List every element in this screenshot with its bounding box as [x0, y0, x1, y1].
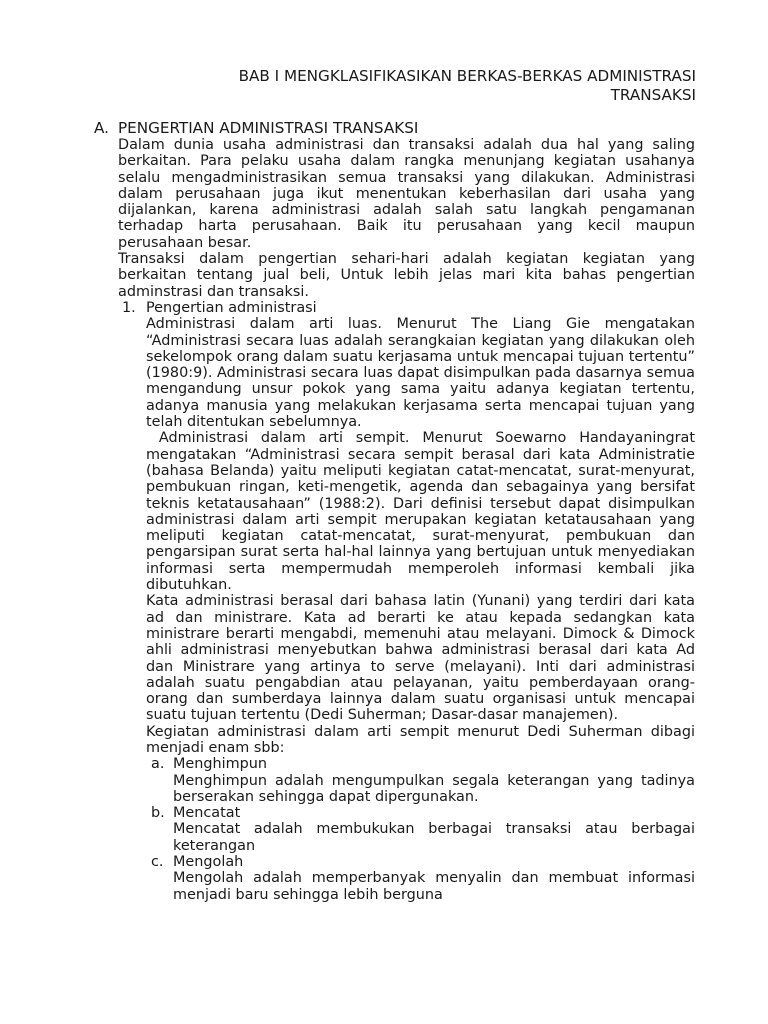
sublist-item-c-text: Mengolah adalah memperbanyak menyalin dan membuat informasi menjadi baru sehingga lebih berguna [173, 870, 695, 903]
paragraph-intro: Dalam dunia usaha administrasi dan transaksi adalah dua hal yang saling berkaitan. Para pelaku usaha dalam rangka menunjang kegiatan usahanya selalu mengadministrasikan semua transaksi yang dilakukan. Administrasi dalam perusahaan juga ikut menentukan keberhasilan dari usaha yang dijalankan, karena administrasi adalah salah satu langkah pengamanan terhadap harta perusahaan. Baik itu perusahaan yang kecil maupun perusahaan besar. [118, 137, 695, 251]
sublist-item-a-heading: Menghimpun [173, 756, 268, 773]
sublist-item-a-text: Menghimpun adalah mengumpulkan segala keterangan yang tadinya berserakan sehingga dapat dipergunakan. [173, 772, 695, 805]
section-heading [94, 120, 704, 136]
list-item-1 [118, 299, 700, 756]
chapter-title [120, 67, 696, 105]
list-item-1-number: 1. [122, 299, 136, 316]
sublist-item-b-heading: Mencatat [173, 805, 241, 822]
sublist-item-b-marker: b. [151, 805, 165, 822]
paragraph-arti-luas: Administrasi dalam arti luas. Menurut The Liang Gie mengatakan “Administrasi secara luas adalah serangkaian kegiatan yang dilakukan oleh sekelompok orang dalam suatu kerjasama untuk mencapai tujuan tertentu” (1980:9). Administrasi secara luas dapat disimpulkan pada dasarnya semua mengandung unsur pokok yang sama yaitu adanya kegiatan tertentu, adanya manusia yang melakukan kerjasama serta mencapai tujuan yang telah ditentukan sebelumnya. [146, 316, 695, 431]
chapter-title-line-1: BAB I MENGKLASIFIKASIKAN BERKAS-BERKAS ADMINISTRASI [238, 67, 696, 85]
document-body [118, 137, 700, 903]
section-title: PENGERTIAN ADMINISTRASI TRANSAKSI [118, 119, 419, 137]
paragraph-transaksi: Transaksi dalam pengertian sehari-hari adalah kegiatan kegiatan yang berkaitan tentang jual beli, Untuk lebih jelas mari kita bahas pengertian adminstrasi dan transaksi. [118, 251, 695, 300]
paragraph-arti-sempit: Administrasi dalam arti sempit. Menurut Soewarno Handayaningrat mengatakan “Administrasi secara sempit berasal dari kata Administratie (bahasa Belanda) yaitu meliputi kegiatan catat-mencatat, surat-menyurat, pembukuan ringan, keti-mengetik, agenda dan sebagainya yang bersifat teknis ketatausahaan” (1988:2). Dari definisi tersebut dapat disimpulkan administrasi dalam arti sempit merupakan kegiatan ketatausahaan yang meliputi kegiatan catat-mencatat, surat-menyurat, pembukuan dan pengarsipan surat serta hal-hal lainnya yang bertujuan untuk menyediakan informasi serta mempermudah memperoleh informasi kembali jika dibutuhkan. [146, 430, 700, 594]
paragraph-enam-kegiatan: Kegiatan administrasi dalam arti sempit menurut Dedi Suherman dibagi menjadi enam sbb: [146, 723, 695, 756]
paragraph-asal-kata: Kata administrasi berasal dari bahasa latin (Yunani) yang terdiri dari kata ad dan ministrare. Kata ad berarti ke atau kepada sedangkan kata ministrare berarti mengabdi, memenuhi atau melayani. Dimock & Dimock ahli administrasi menyebutkan bahwa administrasi berasal dari kata Ad dan Ministrare yang artinya to serve (melayani). Inti dari administrasi adalah suatu pengabdian atau pelayanan, yaitu pemberdayaan orang-orang dan sumberdaya lainnya dalam suatu organisasi untuk mencapai suatu tujuan tertentu (Dedi Suherman; Dasar-dasar manajemen). [146, 593, 695, 724]
sublist-item-c-marker: c. [151, 854, 164, 871]
section-number: A. [94, 119, 109, 137]
sublist-item-a [118, 756, 695, 805]
sublist-item-b-text: Mencatat adalah membukukan berbagai transaksi atau berbagai keterangan [173, 821, 695, 854]
chapter-title-line-2: TRANSAKSI [610, 86, 696, 104]
list-item-1-heading: Pengertian administrasi [146, 299, 317, 316]
sublist-item-c [118, 854, 695, 903]
sublist-item-a-marker: a. [151, 756, 165, 773]
sublist-item-c-heading: Mengolah [173, 854, 244, 871]
sublist-item-b [118, 805, 695, 854]
